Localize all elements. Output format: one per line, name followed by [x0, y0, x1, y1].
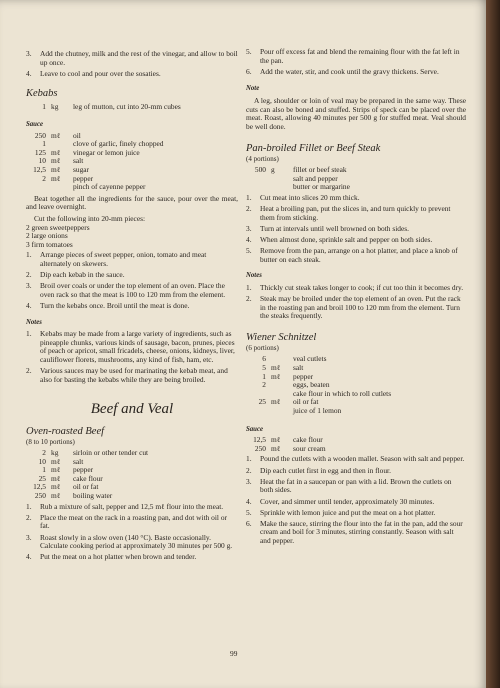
- ingredient-list: [246, 166, 466, 192]
- step-item: 5. Pour off excess fat and blend the remaining flour with the fat left in the pan.: [246, 47, 460, 65]
- right-column: [246, 48, 466, 548]
- vegetable-item: 2 large onions: [26, 231, 68, 241]
- ingredient-row: 2 mℓ pepper: [42, 173, 94, 183]
- ingredient-row: butter or margarine: [293, 182, 350, 192]
- ingredient-row: juice of 1 lemon: [293, 405, 342, 415]
- ingredient-row: pinch of cayenne pepper: [73, 182, 146, 192]
- step-item: 1. Rub a mixture of salt, pepper and 12,5 mℓ flour into the meat.: [26, 501, 224, 511]
- step-item: 2. Dip each cutlet first in egg and then in flour.: [246, 465, 391, 475]
- ingredient-row: cake flour in which to roll cutlets: [293, 388, 392, 398]
- note-item: 2. Steak may be broiled under the top element of an oven. Put the rack in the roasting pan and broil 100 to 120 mm from the element. Turn the steaks frequently.: [246, 294, 461, 321]
- recipe-title-wiener-schnitzel: Wiener Schnitzel: [246, 331, 317, 343]
- left-column: [26, 50, 238, 564]
- note-item: 1. Thickly cut steak takes longer to cook; if cut too thin it becomes dry.: [246, 282, 464, 292]
- step-item: 2. Place the meat on the rack in a roasting pan, and dot with oil or fat.: [26, 512, 227, 531]
- portions: (6 portions): [246, 343, 279, 352]
- page-number: 99: [230, 649, 238, 658]
- ingredient-row: 25 mℓ oil or fat: [258, 397, 319, 407]
- recipe-title-pan-broiled-fillet: Pan-broiled Fillet or Beef Steak: [246, 143, 381, 155]
- step-item: 3. Broil over coals or under the top element of an oven. Place the oven rack so that the meat is 100 to 120 mm from the element.: [26, 281, 226, 299]
- note-item: 2. Various sauces may be used for marinating the kebab meat, and also for basting the kebabs while they are being broiled.: [26, 366, 228, 384]
- step-text: Leave to cool and pour over the sosaties.: [40, 68, 161, 78]
- ingredient-row: 12,5 mℓ cake flour: [253, 435, 323, 445]
- note-heading: Note: [246, 85, 260, 93]
- note-item: 1. Kebabs may be made from a large variety of ingredients, such as pineapple chunks, various kinds of sausage, bacon, prunes, pieces of peach or apricot, small fricadels, cheese, onions, kidneys, liver, cauliflower florets, mushrooms, any kind of fish, ham, etc.: [26, 329, 235, 364]
- step-item: 5. Sprinkle with lemon juice and put the meat on a hot platter.: [246, 507, 436, 517]
- ingredient-row: 10 mℓ salt: [38, 156, 84, 166]
- ingredient-row: 250 mℓ sour cream: [254, 443, 326, 453]
- ingredient-row: 12,5 mℓ oil or fat: [33, 482, 99, 492]
- instruction-paragraph: Beat together all the ingredients for the sauce, pour over the meat, and leave overnight.: [26, 193, 238, 212]
- step-item: 5. Remove from the pan, arrange on a hot platter, and place a knob of butter on each steak.: [246, 246, 458, 264]
- ingredient-row: 250 mℓ oil: [34, 130, 81, 140]
- step-item: 6. Make the sauce, stirring the flour into the fat in the pan, add the sour cream and boil for 3 minutes, stirring constantly. Season with salt and pepper.: [246, 518, 463, 546]
- portions: (4 portions): [246, 155, 279, 164]
- step-text: Add the chutney, milk and the rest of the vinegar, and allow to boil up once.: [40, 49, 238, 67]
- sauce-ingredients: [26, 132, 238, 192]
- step-item: 4. Put the meat on a hot platter when brown and tender.: [26, 552, 197, 562]
- ingredient-row: 1 mℓ pepper: [262, 371, 314, 381]
- instruction-paragraph: Cut the following into 20-mm pieces:: [34, 213, 146, 223]
- step-item: 3. Roast slowly in a slow oven (140 °C). Baste occasionally. Calculate cooking period at approximately 30 minutes per 500 g.: [26, 532, 233, 551]
- ingredient-row: 500 g fillet or beef steak: [254, 164, 347, 174]
- step-item: 4. Turn the kebabs once. Broil until the meat is done.: [26, 301, 190, 311]
- chapter-title: Beef and Veal: [90, 401, 174, 418]
- ingredient-row: 2 kg sirloin or other tender cut: [42, 447, 149, 457]
- portions: (8 to 10 portions): [26, 438, 75, 447]
- step-item: 4. When almost done, sprinkle salt and pepper on both sides.: [246, 234, 433, 244]
- ingredient-row: 12,5 mℓ sugar: [33, 164, 90, 174]
- step-item: 3. Turn at intervals until well browned on both sides.: [246, 223, 409, 233]
- step-item: 2. Heat a broiling pan, put the slices in, and turn quickly to prevent them from sticking.: [246, 203, 451, 222]
- ingredient-row: 25 mℓ cake flour: [38, 473, 103, 483]
- notes-heading: Notes: [246, 272, 262, 280]
- ingredient-list: [26, 449, 238, 501]
- sauce-heading: Sauce: [26, 120, 43, 128]
- ingredient-row: 2 eggs, beaten: [262, 380, 330, 390]
- vegetable-item: 3 firm tomatoes: [26, 239, 73, 249]
- recipe-title-kebabs: Kebabs: [26, 88, 58, 100]
- ingredient-row: 1 clove of garlic, finely chopped: [42, 139, 164, 149]
- step-item: 1. Arrange pieces of sweet pepper, onion, tomato and meat alternately on skewers.: [26, 250, 207, 268]
- notes-heading: Notes: [26, 318, 42, 326]
- note-paragraph: A leg, shoulder or loin of veal may be prepared in the same way. These cuts can also be boned and stuffed. Strips of speck can be placed over the meat. Roast, allowing 40 minutes per 500 g for stuffed meat. Veal should be well done.: [246, 95, 466, 131]
- step-item: 2. Dip each kebab in the sauce.: [26, 270, 125, 280]
- ingredient-row: 1 mℓ pepper: [42, 465, 94, 475]
- vegetable-item: 2 green sweetpeppers: [26, 222, 90, 232]
- step-item: 4. Cover, and simmer until tender, approximately 30 minutes.: [246, 496, 435, 506]
- step-item: 1. Pound the cutlets with a wooden mallet. Season with salt and pepper.: [246, 454, 465, 464]
- step-item: 6. Add the water, stir, and cook until the gravy thickens. Serve.: [246, 66, 439, 76]
- step-item: 3. Add the chutney, milk and the rest of the vinegar, and allow to boil up once.: [26, 49, 238, 67]
- ingredient-list: [246, 355, 466, 415]
- ingredient-row: 1 kg leg of mutton, cut into 20-mm cubes: [42, 102, 181, 112]
- ingredient-row: 6 veal cutlets: [262, 354, 327, 364]
- step-item: 3. Heat the fat in a saucepan or pan with a lid. Brown the cutlets on both sides.: [246, 476, 452, 495]
- ingredient-row: 10 mℓ salt: [38, 456, 84, 466]
- book-spine: [486, 0, 500, 688]
- ingredient-row: 5 mℓ salt: [262, 363, 304, 372]
- step-item: 4. Leave to cool and pour over the sosaties.: [26, 68, 161, 78]
- ingredient-row: 125 mℓ vinegar or lemon juice: [34, 147, 140, 157]
- ingredient-row: salt and pepper: [293, 173, 338, 183]
- ingredient-row: 250 mℓ boiling water: [34, 490, 113, 500]
- sauce-ingredients: [246, 436, 466, 453]
- step-item: 1. Cut meat into slices 20 mm thick.: [246, 192, 360, 202]
- recipe-title-oven-roasted-beef: Oven-roasted Beef: [26, 426, 105, 438]
- sauce-heading: Sauce: [246, 425, 263, 433]
